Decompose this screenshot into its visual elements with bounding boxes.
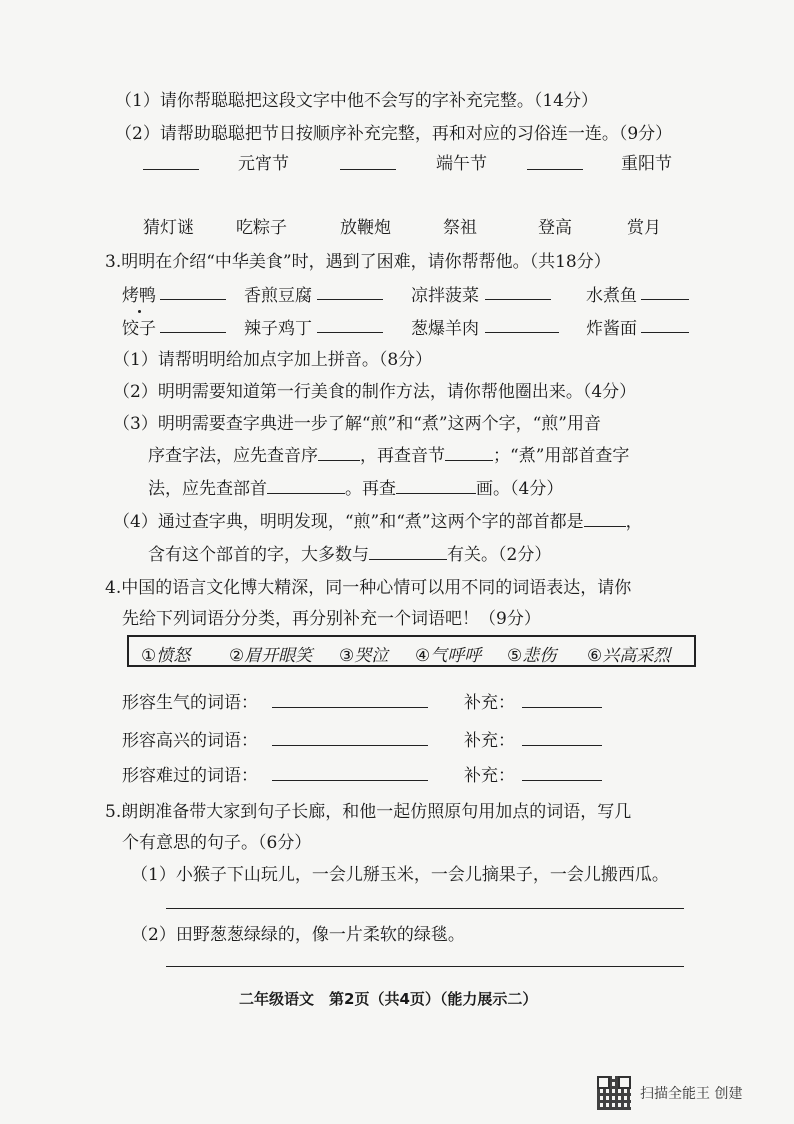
q3-sub3-text-2: ，再查音节: [360, 446, 445, 466]
word-4: ④气呼呼: [415, 646, 482, 666]
pinyin-blank-5[interactable]: [160, 331, 226, 333]
q3-sub3-text-5: 。再查: [345, 479, 396, 499]
festival-blank-1[interactable]: [143, 168, 199, 170]
pinyin-blank-8[interactable]: [641, 331, 689, 333]
q3-sub1: （1）请帮明明给加点字加上拼音。（8分）: [113, 350, 433, 370]
bushou-blank[interactable]: [267, 492, 345, 494]
row-happy-supplement: 补充：: [464, 731, 515, 751]
q3-sub4-line2: [148, 540, 551, 565]
custom-1: 猜灯谜: [143, 218, 194, 238]
answer-line-1[interactable]: [166, 908, 684, 909]
custom-4: 祭祖: [443, 218, 477, 238]
row-happy-supplement-blank[interactable]: [522, 744, 602, 746]
q3-sub3-line1: （3）明明需要查字典进一步了解“煎”和“煮”这两个字，“煎”用音: [113, 414, 601, 434]
row-angry-supplement-blank[interactable]: [522, 706, 602, 708]
q4-title-line2: 先给下列词语分分类，再分别补充一个词语吧！（9分）: [122, 609, 541, 629]
radical-blank[interactable]: [584, 525, 626, 527]
food-2-2: 辣子鸡丁: [244, 319, 312, 339]
food-2-4: 炸酱面: [586, 319, 637, 339]
q3-sub3-text-4: 法，应先查部首: [148, 479, 267, 499]
row-sad-supplement: 补充：: [464, 766, 515, 786]
festival-lantern: 元宵节: [238, 154, 289, 174]
q3-sub3-text-1: 序查字法，应先查音序: [148, 446, 318, 466]
q3-sub4-line1: [113, 507, 643, 532]
food-2-1: 饺子: [122, 319, 156, 339]
custom-5: 登高: [538, 218, 572, 238]
scanner-watermark: 扫描全能王 创建: [640, 1086, 743, 1102]
row-sad-label: 形容难过的词语：: [122, 766, 258, 786]
pinyin-blank-2[interactable]: [317, 298, 383, 300]
row-angry-label: 形容生气的词语：: [122, 693, 258, 713]
festival-double-ninth: 重阳节: [621, 154, 672, 174]
q3-sub3-text-3: ；“煮”用部首查字: [493, 446, 630, 466]
yinxu-blank[interactable]: [318, 459, 360, 461]
custom-6: 赏月: [627, 218, 661, 238]
q5-sentence-1: （1）小猴子下山玩儿，一会儿掰玉米，一会儿摘果子，一会儿搬西瓜。: [131, 865, 669, 885]
food-1-4: 水煮鱼: [586, 286, 637, 306]
custom-3: 放鞭炮: [340, 218, 391, 238]
pinyin-blank-7[interactable]: [485, 331, 559, 333]
word-bank-box: [127, 635, 696, 667]
q3-sub3-line2: [148, 441, 629, 466]
yinjie-blank[interactable]: [445, 459, 493, 461]
row-sad-supplement-blank[interactable]: [522, 779, 602, 781]
answer-line-2[interactable]: [166, 966, 684, 967]
custom-2: 吃粽子: [236, 218, 287, 238]
food-1-2: 香煎豆腐: [244, 286, 312, 306]
row-happy-blank[interactable]: [272, 744, 428, 746]
q2-sub1: （1）请你帮聪聪把这段文字中他不会写的字补充完整。（14分）: [115, 91, 598, 111]
q2-sub2: （2）请帮助聪聪把节日按顺序补充完整，再和对应的习俗连一连。（9分）: [115, 124, 673, 144]
page-footer: 二年级语文 第2页（共4页）（能力展示二）: [239, 990, 538, 1008]
q3-sub4-text-3: 含有这个部首的字，大多数与: [148, 545, 369, 565]
festival-blank-2[interactable]: [340, 168, 396, 170]
q5-sentence-2: （2）田野葱葱绿绿的，像一片柔软的绿毯。: [131, 925, 465, 945]
stroke-count-blank[interactable]: [396, 492, 476, 494]
q3-sub3-text-6: 画。（4分）: [476, 479, 564, 499]
pinyin-blank-6[interactable]: [317, 331, 383, 333]
q3-sub4-text-2: ，: [625, 512, 643, 532]
row-angry-supplement: 补充：: [464, 693, 515, 713]
q3-sub4-text-1: （4）通过查字典，明明发现，“煎”和“煮”这两个字的部首都是: [113, 512, 584, 532]
row-happy-label: 形容高兴的词语：: [122, 731, 258, 751]
q4-title-line1: 4.中国的语言文化博大精深，同一种心情可以用不同的词语表达，请你: [105, 578, 632, 598]
festival-blank-3[interactable]: [527, 168, 583, 170]
food-2-3: 葱爆羊肉: [411, 319, 479, 339]
row-angry-blank[interactable]: [272, 706, 428, 708]
q5-title-line1: 5.朗朗准备带大家到句子长廊，和他一起仿照原句用加点的词语，写几: [105, 802, 632, 822]
pinyin-blank-3[interactable]: [485, 298, 551, 300]
q3-sub4-text-4: 有关。（2分）: [447, 545, 552, 565]
word-5: ⑤悲伤: [507, 646, 557, 666]
word-2: ②眉开眼笑: [229, 646, 313, 666]
qr-code-icon: [597, 1076, 631, 1110]
word-6: ⑥兴高采烈: [587, 646, 671, 666]
festival-dragon-boat: 端午节: [436, 154, 487, 174]
q5-title-line2: 个有意思的句子。（6分）: [122, 833, 312, 853]
food-1-1-text: 烤鸭: [122, 286, 156, 306]
q3-title: 3.明明在介绍“中华美食”时，遇到了困难，请你帮帮他。（共18分）: [105, 252, 611, 272]
q3-sub3-line3: [148, 474, 563, 499]
food-1-3: 凉拌菠菜: [411, 286, 479, 306]
word-1: ①愤怒: [141, 646, 191, 666]
q3-sub2: （2）明明需要知道第一行美食的制作方法，请你帮他圈出来。（4分）: [113, 382, 637, 402]
pinyin-blank-1[interactable]: [160, 298, 226, 300]
related-blank[interactable]: [369, 558, 447, 560]
word-3: ③哭泣: [339, 646, 389, 666]
row-sad-blank[interactable]: [272, 779, 428, 781]
food-1-1: [122, 281, 156, 306]
pinyin-blank-4[interactable]: [641, 298, 689, 300]
